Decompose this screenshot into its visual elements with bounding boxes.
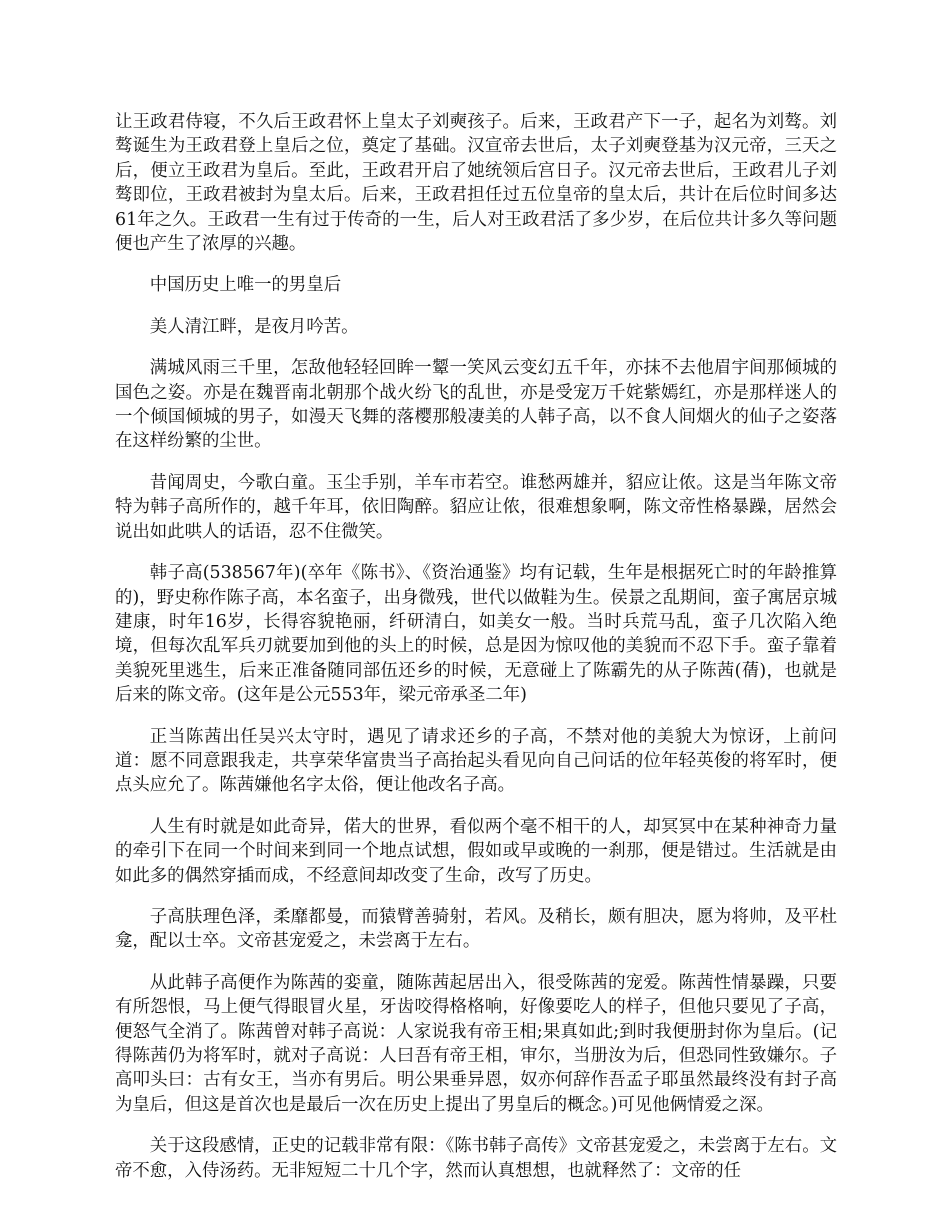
paragraph-official-record: 关于这段感情，正史的记载非常有限：《陈书韩子高传》文帝甚宠爱之，未尝离于左右。文帝不愈，入侍汤药。无非短短二十几个字，然而认真想想，也就释然了：文帝的任	[115, 1136, 837, 1181]
paragraph-appearance: 子高肤理色泽，柔靡都曼，而猿臂善骑射，若风。及稍长，颇有胆决，愿为将帅，及平杜龛，配以士卒。文帝甚宠爱之，未尝离于左右。	[115, 906, 837, 952]
paragraph-emperor-poem: 昔闻周史，今歌白童。玉尘手别，羊车市若空。谁愁两雄并，貂应让侬。这是当年陈文帝特为韩子高所作的，越千年耳，依旧陶醉。貂应让侬，很难想象啊，陈文帝性格暴躁，居然会说出如此哄人的话语，忍不住微笑。	[115, 472, 837, 542]
paragraph-meeting: 正当陈茜出任吴兴太守时，遇见了请求还乡的子高，不禁对他的美貌大为惊讶，上前问道：愿不同意跟我走，共享荣华富贵当子高抬起头看见向自己问话的位年轻英俊的将军时，便点头应允了。陈茜嫌他名字太俗，便让他改名子高。	[115, 726, 837, 796]
section-heading-male-empress: 中国历史上唯一的男皇后	[149, 275, 342, 296]
paragraph-wang-zhengjun: 让王政君侍寝，不久后王政君怀上皇太子刘奭孩子。后来，王政君产下一子，起名为刘骜。刘骜诞生为王政君登上皇后之位，奠定了基础。汉宣帝去世后，太子刘奭登基为汉元帝，三天之后，便立王政君为皇后。至此，王政君开启了她统领后宫日子。汉元帝去世后，王政君儿子刘骜即位，王政君被封为皇太后。后来，王政君担任过五位皇帝的皇太后，共计在后位时间多达61年之久。王政君一生有过于传奇的一生，后人对王政君活了多少岁，在后位共计多久等问题便也产生了浓厚的兴趣。	[115, 112, 837, 255]
paragraph-biography: 韩子高(538567年)(卒年《陈书》、《资治通鉴》均有记载，生年是根据死亡时的年龄推算的)，野史称作陈子高，本名蛮子，出身微残，世代以做鞋为生。侯景之乱期间，蛮子寓居京城建康，时年16岁，长得容貌艳丽，纤研清白，如美女一般。当时兵荒马乱，蛮子几次陷入绝境，但每次乱军兵刃就要加到他的头上的时候，总是因为惊叹他的美貌而不忍下手。蛮子靠着美貌死里逃生，后来正准备随同部伍还乡的时候，无意碰上了陈霸先的从子陈茜(蒨)，也就是后来的陈文帝。(这年是公元553年，梁元帝承圣二年)	[115, 563, 837, 706]
paragraph-favor: 从此韩子高便作为陈茜的娈童，随陈茜起居出入，很受陈茜的宠爱。陈茜性情暴躁，只要有所怨恨，马上便气得眼冒火星，牙齿咬得格格响，好像要吃人的样子，但他只要见了子高，便怒气全消了。陈茜曾对韩子高说：人家说我有帝王相;果真如此;到时我便册封你为皇后。(记得陈茜仍为将军时，就对子高说：人曰吾有帝王相，审尔，当册汝为后，但恐同性致嫌尔。子高叩头曰：古有女王，当亦有男后。明公果垂异恩，奴亦何辞作吾孟子耶虽然最终没有封子高为皇后，但这是首次也是最后一次在历史上提出了男皇后的概念。)可见他俩情爱之深。	[115, 972, 837, 1115]
paragraph-intro-han-zigao: 满城风雨三千里，怎敌他轻轻回眸一颦一笑风云变幻五千年，亦抹不去他眉宇间那倾城的国色之姿。亦是在魏晋南北朝那个战火纷飞的乱世，亦是受宠万千姹紫嫣红，亦是那样迷人的一个倾国倾城的男子，如漫天飞舞的落樱那般凄美的人韩子高，以不食人间烟火的仙子之姿落在这样纷繁的尘世。	[115, 358, 837, 452]
document-page	[115, 110, 837, 1200]
paragraph-poem-line: 美人清江畔，是夜月吟苦。	[149, 316, 359, 337]
paragraph-fate: 人生有时就是如此奇异，偌大的世界，看似两个毫不相干的人，却冥冥中在某种神奇力量的牵引下在同一个时间来到同一个地点试想，假如或早或晚的一刹那，便是错过。生活就是由如此多的偶然穿插而成，不经意间却改变了生命，改写了历史。	[115, 816, 837, 886]
